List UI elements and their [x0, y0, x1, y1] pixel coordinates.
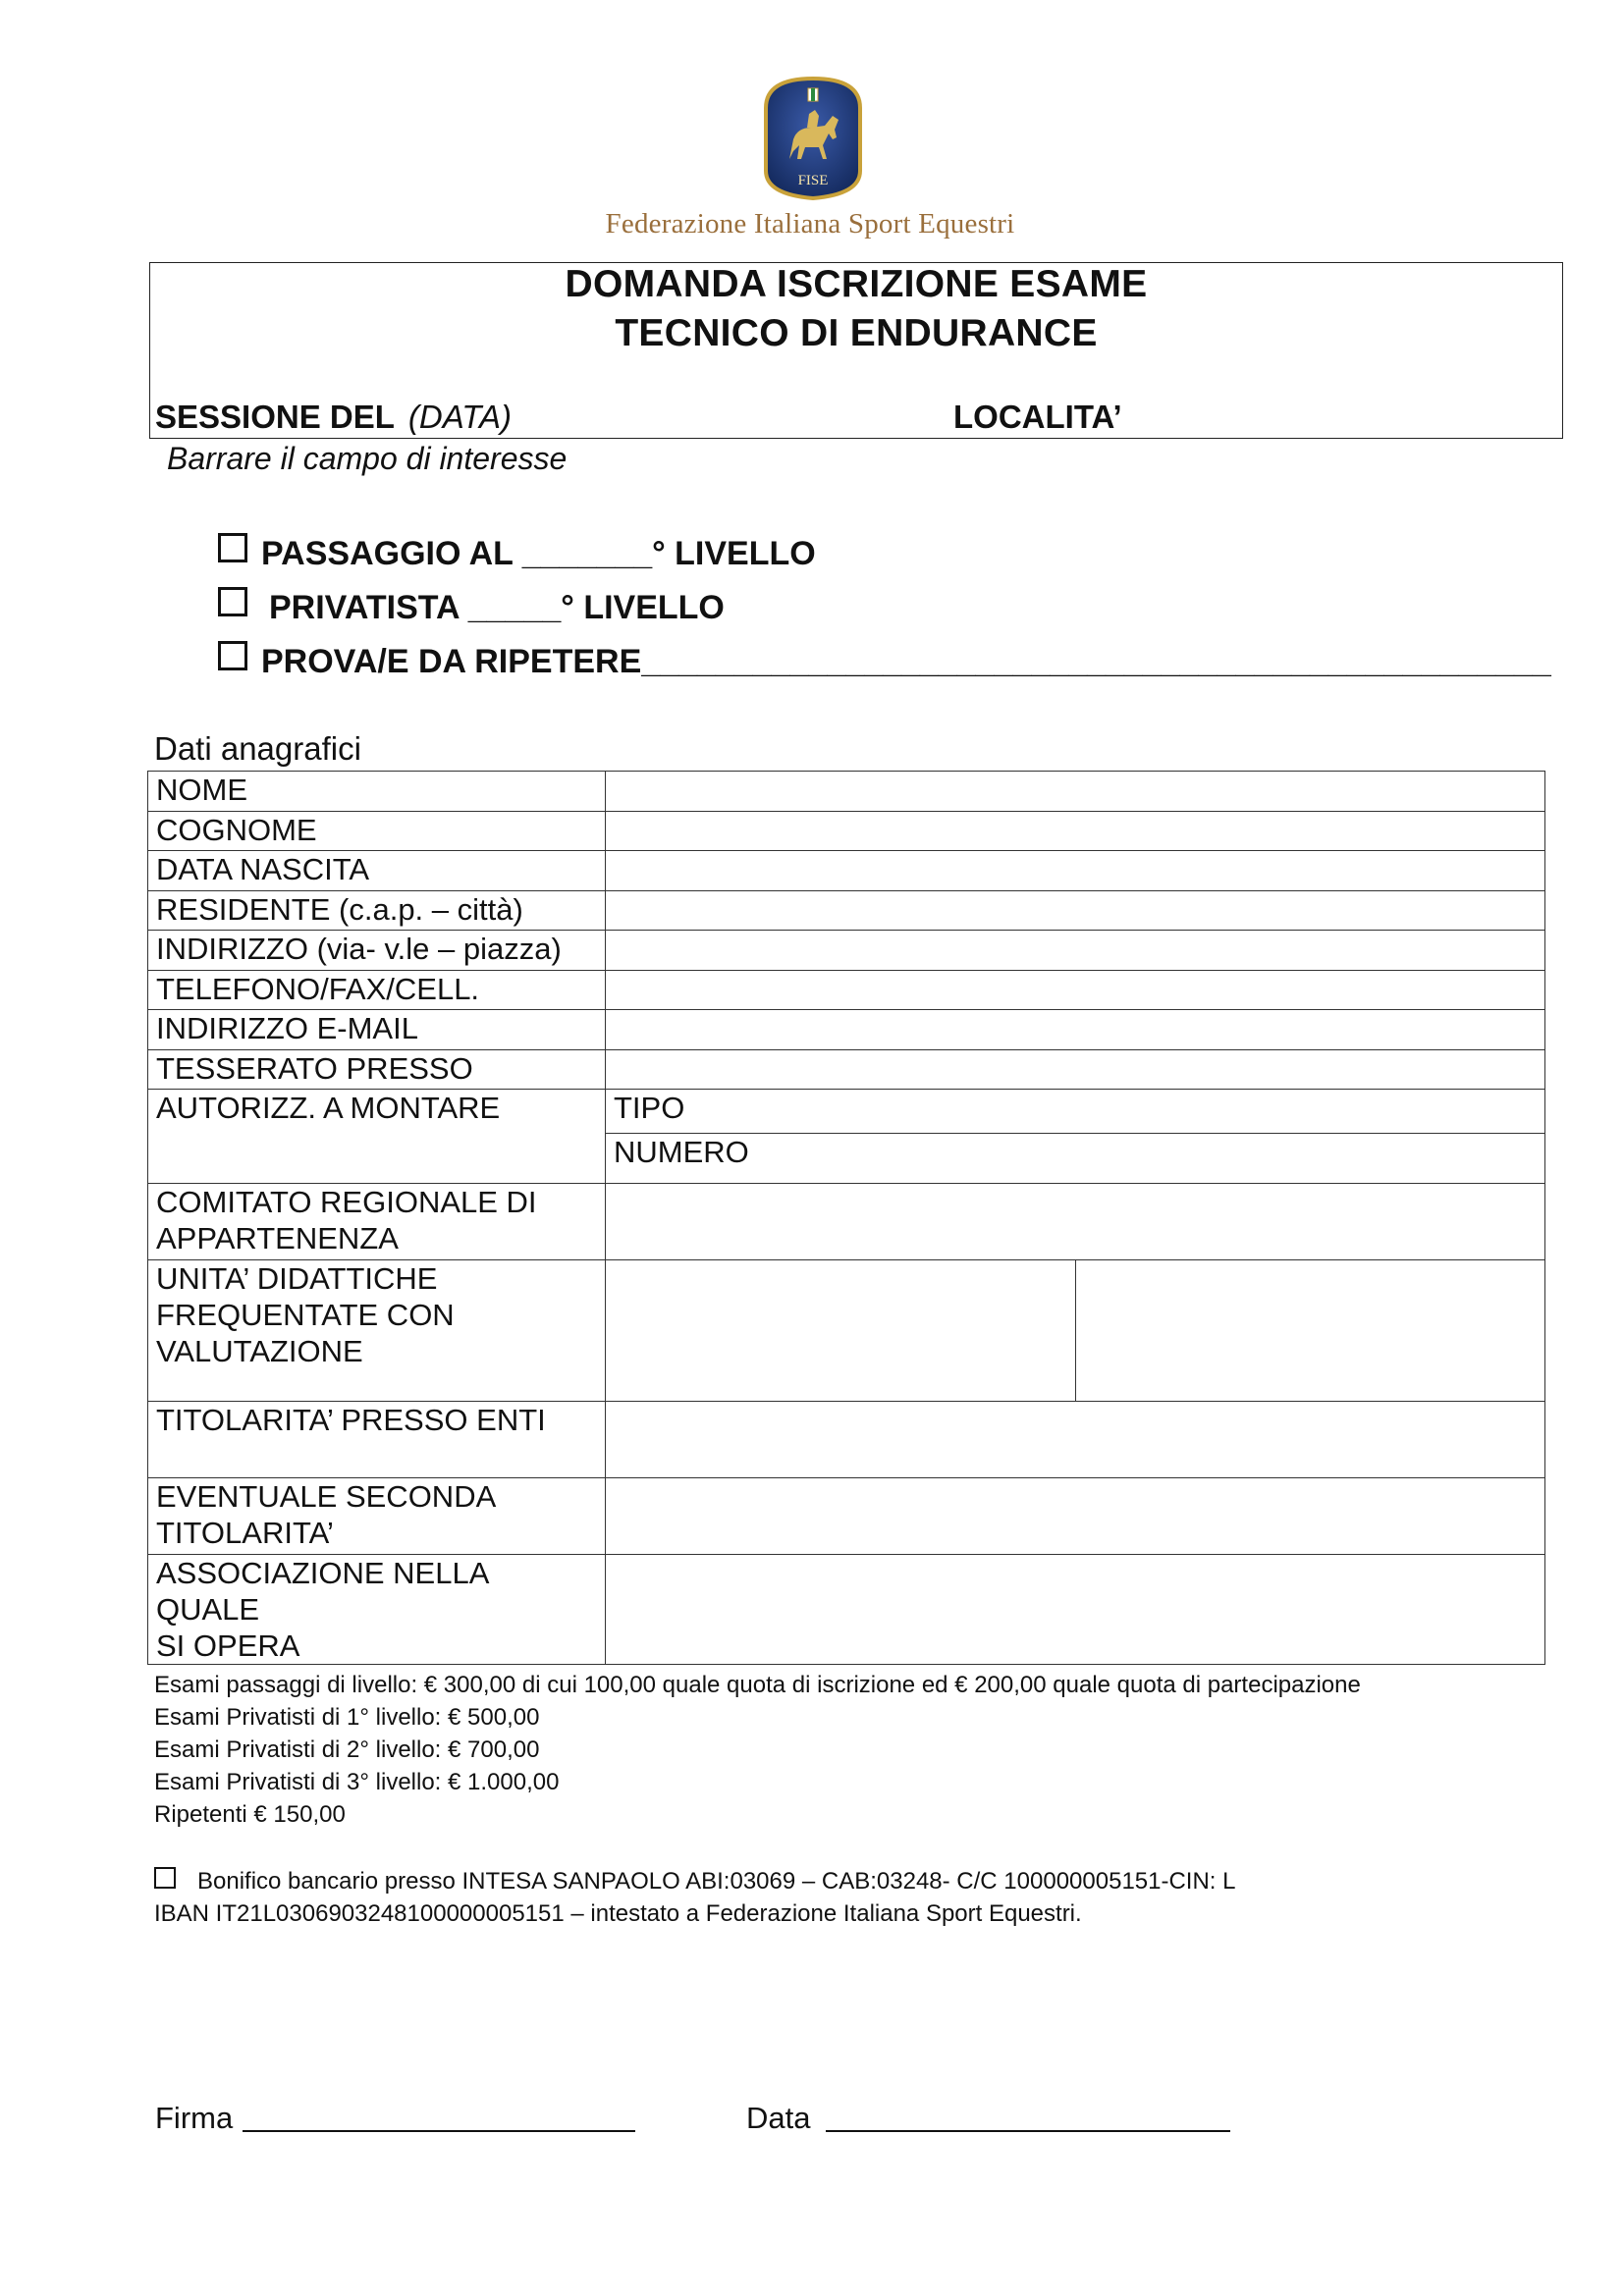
data-label: Data — [746, 2101, 811, 2135]
input-autorizzazione-numero[interactable]: NUMERO — [606, 1134, 1545, 1184]
fise-logo — [754, 75, 872, 202]
organization-name: Federazione Italiana Sport Equestri — [605, 208, 1015, 240]
field-label-comitato — [148, 1184, 606, 1260]
input-cognome[interactable] — [606, 811, 1545, 851]
checkbox-icon[interactable] — [218, 641, 247, 670]
fees-list — [154, 1669, 1361, 1831]
session-label: SESSIONE DEL — [155, 399, 395, 435]
location-label[interactable]: LOCALITA’ — [953, 399, 1122, 435]
option-passaggio-livello[interactable] — [218, 533, 816, 573]
table-row — [148, 1478, 1545, 1555]
header-box — [149, 262, 1563, 439]
field-label-titolarita: TITOLARITA’ PRESSO ENTI — [148, 1402, 606, 1478]
fee-line: Esami passaggi di livello: € 300,00 di cui 100,00 quale quota di iscrizione ed € 200,00 quale quota di partecipazione — [154, 1672, 1361, 1698]
input-telefono[interactable] — [606, 970, 1545, 1010]
field-label-line: SI OPERA — [156, 1629, 300, 1663]
input-indirizzo[interactable] — [606, 931, 1545, 971]
input-titolarita[interactable] — [606, 1402, 1545, 1478]
fee-line: Esami Privatisti di 2° livello: € 700,00 — [154, 1736, 540, 1763]
input-valutazione[interactable] — [1075, 1260, 1545, 1402]
table-row — [148, 931, 1545, 971]
table-row — [148, 890, 1545, 931]
field-label-email: INDIRIZZO E-MAIL — [148, 1010, 606, 1050]
payment-line2: IBAN IT21L0306903248100000005151 – intestato a Federazione Italiana Sport Equestri. — [154, 1900, 1082, 1927]
table-row — [148, 970, 1545, 1010]
option-label: PROVA/E DA RIPETERE_________________________________________________ — [261, 643, 1551, 680]
input-unita-didattiche[interactable] — [606, 1260, 1076, 1402]
field-label-seconda-titolarita — [148, 1478, 606, 1555]
section-label-dati-anagrafici: Dati anagrafici — [154, 730, 361, 767]
checkbox-icon[interactable] — [154, 1867, 176, 1889]
field-label-autorizzazione: AUTORIZZ. A MONTARE — [148, 1090, 606, 1184]
instruction-text: Barrare il campo di interesse — [167, 441, 568, 476]
payment-info — [154, 1865, 1236, 1930]
field-label-telefono: TELEFONO/FAX/CELL. — [148, 970, 606, 1010]
field-label-unita-didattiche — [148, 1260, 606, 1402]
table-row — [148, 772, 1545, 812]
field-label-nome: NOME — [148, 772, 606, 812]
input-associazione[interactable] — [606, 1555, 1545, 1665]
field-label-cognome: COGNOME — [148, 811, 606, 851]
logo-text: FISE — [797, 173, 829, 188]
input-tesserato[interactable] — [606, 1049, 1545, 1090]
signature-field[interactable] — [155, 2101, 635, 2136]
option-prove-da-ripetere[interactable] — [218, 641, 1551, 681]
session-field[interactable] — [155, 399, 512, 436]
date-line[interactable] — [826, 2103, 1230, 2132]
form-title-line2: TECNICO DI ENDURANCE — [615, 312, 1098, 354]
input-data-nascita[interactable] — [606, 851, 1545, 891]
table-row — [148, 1010, 1545, 1050]
field-label-tesserato: TESSERATO PRESSO — [148, 1049, 606, 1090]
date-field[interactable] — [746, 2101, 1230, 2136]
session-date-placeholder: (DATA) — [407, 399, 512, 435]
field-label-indirizzo: INDIRIZZO (via- v.le – piazza) — [148, 931, 606, 971]
field-label-line: ASSOCIAZIONE NELLA QUALE — [156, 1556, 488, 1627]
field-label-line: APPARTENENZA — [156, 1221, 399, 1255]
table-row — [148, 1402, 1545, 1478]
field-label-line: VALUTAZIONE — [156, 1334, 363, 1368]
payment-line1: Bonifico bancario presso INTESA SANPAOLO ABI:03069 – CAB:03248- C/C 100000005151-CIN: L — [197, 1868, 1236, 1895]
table-row — [148, 1090, 1545, 1134]
field-label-line: TITOLARITA’ — [156, 1516, 334, 1550]
checkbox-icon[interactable] — [218, 587, 247, 616]
firma-label: Firma — [155, 2101, 234, 2135]
input-seconda-titolarita[interactable] — [606, 1478, 1545, 1555]
payment-option[interactable] — [154, 1865, 1236, 1897]
table-row — [148, 851, 1545, 891]
field-label-line: COMITATO REGIONALE DI — [156, 1185, 537, 1219]
personal-data-table — [147, 771, 1545, 1665]
checkbox-icon[interactable] — [218, 533, 247, 562]
table-row — [148, 1184, 1545, 1260]
input-email[interactable] — [606, 1010, 1545, 1050]
fee-line: Ripetenti € 150,00 — [154, 1801, 346, 1828]
option-label: PASSAGGIO AL _______° LIVELLO — [261, 535, 816, 572]
option-label: PRIVATISTA _____° LIVELLO — [269, 589, 725, 626]
field-label-line: UNITA’ DIDATTICHE — [156, 1261, 438, 1296]
option-privatista[interactable] — [218, 587, 725, 627]
table-row — [148, 1260, 1545, 1402]
input-comitato[interactable] — [606, 1184, 1545, 1260]
table-row — [148, 1049, 1545, 1090]
input-nome[interactable] — [606, 772, 1545, 812]
field-label-associazione — [148, 1555, 606, 1665]
input-autorizzazione-tipo[interactable]: TIPO — [606, 1090, 1545, 1134]
form-title-line1: DOMANDA ISCRIZIONE ESAME — [565, 263, 1148, 305]
fee-line: Esami Privatisti di 3° livello: € 1.000,00 — [154, 1769, 560, 1795]
table-row — [148, 1555, 1545, 1665]
field-label-residente: RESIDENTE (c.a.p. – città) — [148, 890, 606, 931]
input-residente[interactable] — [606, 890, 1545, 931]
signature-line[interactable] — [243, 2103, 635, 2132]
field-label-data-nascita: DATA NASCITA — [148, 851, 606, 891]
fee-line: Esami Privatisti di 1° livello: € 500,00 — [154, 1704, 540, 1731]
table-row — [148, 811, 1545, 851]
field-label-line: EVENTUALE SECONDA — [156, 1479, 497, 1514]
field-label-line: FREQUENTATE CON — [156, 1298, 455, 1332]
